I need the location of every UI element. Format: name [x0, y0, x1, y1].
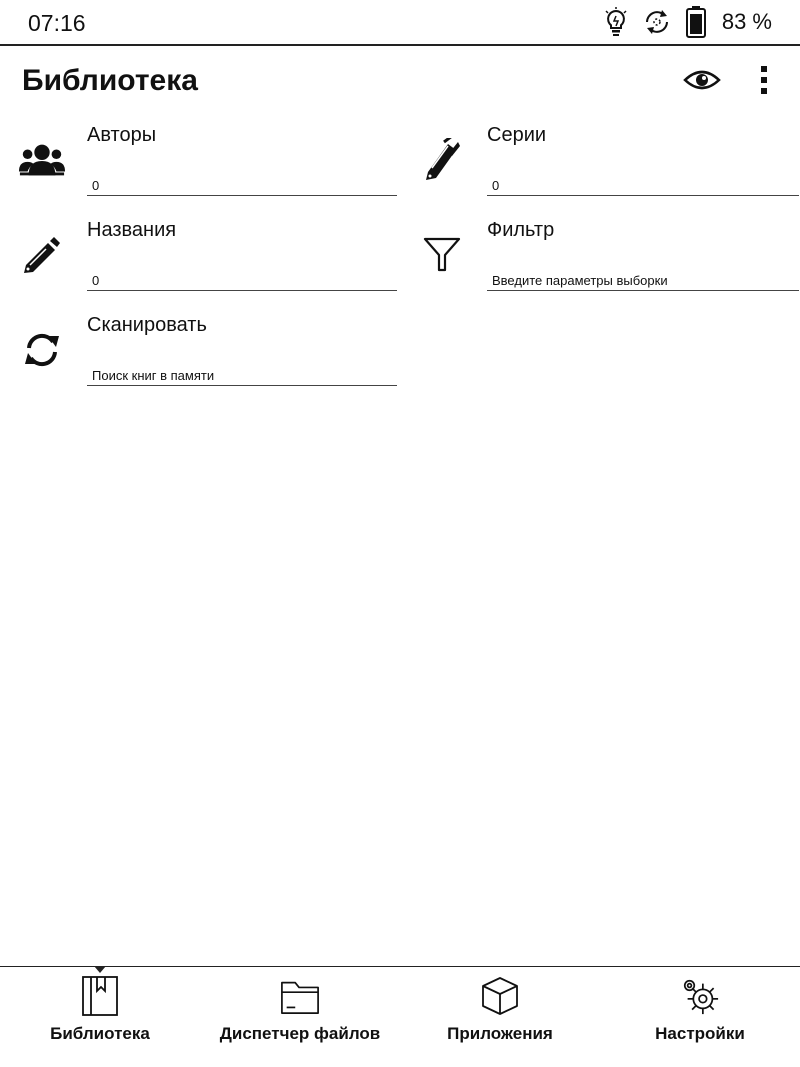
tile-label: Серии	[487, 124, 547, 146]
battery-icon	[686, 6, 706, 38]
settings-gear-icon	[680, 975, 720, 1017]
status-icons	[604, 6, 772, 38]
nav-apps[interactable]	[400, 967, 600, 1067]
more-options-button[interactable]	[742, 62, 786, 102]
tile-label: Названия	[87, 219, 177, 241]
tile-scan[interactable]	[0, 302, 400, 396]
filter-icon	[418, 231, 466, 279]
status-time: 07:16	[28, 10, 86, 36]
tile-count: 0	[87, 273, 397, 291]
sync-icon[interactable]	[642, 7, 672, 37]
bottom-nav	[0, 966, 800, 1067]
status-bar	[0, 0, 800, 46]
authors-icon	[18, 136, 66, 184]
tile-filter[interactable]	[400, 207, 800, 301]
tile-label: Фильтр	[487, 219, 555, 241]
tile-count: 0	[487, 178, 799, 196]
nav-label: Диспетчер файлов	[219, 1024, 381, 1043]
view-toggle-button[interactable]	[680, 62, 724, 102]
page-title: Библиотека	[22, 64, 198, 97]
tile-label: Сканировать	[87, 314, 207, 336]
nav-settings[interactable]	[600, 967, 800, 1067]
nav-label: Библиотека	[50, 1024, 150, 1043]
tile-description: Введите параметры выборки	[487, 273, 799, 291]
tile-label: Авторы	[87, 124, 157, 146]
folder-icon	[280, 975, 320, 1017]
pencil-icon	[18, 231, 66, 279]
nav-label: Приложения	[447, 1024, 553, 1043]
nav-label: Настройки	[655, 1024, 745, 1043]
eye-icon	[683, 68, 721, 97]
library-icon	[80, 975, 120, 1017]
nav-library[interactable]	[0, 967, 200, 1067]
series-icon	[418, 136, 466, 184]
battery-percent: 83 %	[721, 9, 772, 34]
tile-authors[interactable]	[0, 112, 400, 206]
tile-titles[interactable]	[0, 207, 400, 301]
tile-count: 0	[87, 178, 397, 196]
more-vertical-icon	[759, 65, 769, 100]
frontlight-icon[interactable]	[604, 7, 628, 37]
tile-series[interactable]	[400, 112, 800, 206]
apps-cube-icon	[480, 975, 520, 1017]
refresh-icon	[18, 326, 66, 374]
tile-description: Поиск книг в памяти	[87, 368, 397, 386]
app-header	[0, 48, 800, 114]
nav-file-manager[interactable]	[200, 967, 400, 1067]
